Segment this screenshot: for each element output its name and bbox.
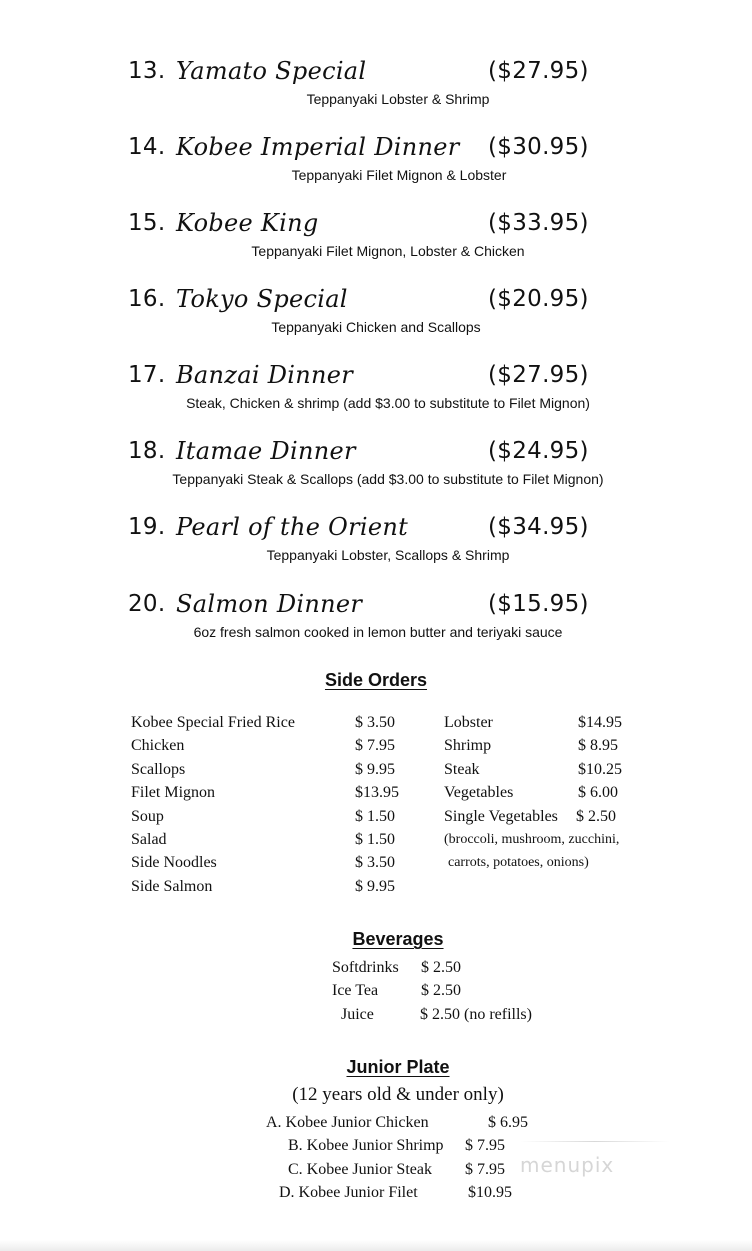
entree-name: Salmon Dinner <box>176 590 363 618</box>
side-item-name: Vegetables <box>444 784 514 802</box>
entree-price: ($24.95) <box>488 438 589 464</box>
side-item-name: Side Salmon <box>131 877 213 895</box>
junior-item-label: D. Kobee Junior Filet <box>279 1184 418 1202</box>
entree-price: ($34.95) <box>488 514 589 540</box>
entree-price: ($20.95) <box>488 286 589 312</box>
vegetables-note-line-2: carrots, potatoes, onions) <box>448 855 589 871</box>
entree-number: 14. <box>128 134 166 160</box>
junior-item-price: $ 7.95 <box>465 1160 505 1178</box>
side-item-price: $ 3.50 <box>355 714 395 731</box>
entree-name: Banzai Dinner <box>176 361 354 389</box>
beverage-name: Juice <box>341 1005 374 1023</box>
side-orders-left-names <box>131 711 295 898</box>
entree-name: Yamato Special <box>176 57 367 85</box>
entree-name: Kobee King <box>176 209 319 237</box>
beverage-name: Ice Tea <box>332 982 379 1000</box>
junior-item-label: A. Kobee Junior Chicken <box>266 1114 429 1131</box>
entree-name: Pearl of the Orient <box>176 513 409 541</box>
entree-price: ($15.95) <box>488 591 589 617</box>
beverage-price: $ 2.50 <box>421 959 461 976</box>
entree-number: 17. <box>128 362 166 388</box>
watermark-divider <box>520 1141 670 1142</box>
side-item-name: Single Vegetables <box>444 807 558 825</box>
side-item-name: Shrimp <box>444 737 492 755</box>
side-item-name: Chicken <box>131 737 185 755</box>
vegetables-note-line-1: (broccoli, mushroom, zucchini, <box>444 831 620 847</box>
beverage-price: $ 2.50 <box>421 982 461 1000</box>
entree-description: Teppanyaki Chicken and Scallops <box>271 319 481 335</box>
side-item-price: $ 1.50 <box>355 807 395 825</box>
side-item-name: Kobee Special Fried Rice <box>131 714 295 731</box>
entree-number: 16. <box>128 286 166 312</box>
side-item-price: $10.25 <box>578 760 622 778</box>
entree-number: 13. <box>128 58 166 84</box>
junior-item-price: $ 7.95 <box>465 1137 505 1155</box>
side-item-price: $ 6.00 <box>578 784 618 802</box>
entree-description: Teppanyaki Filet Mignon, Lobster & Chicken <box>251 243 525 259</box>
entree-name: Tokyo Special <box>176 285 348 313</box>
entree-description: Teppanyaki Lobster & Shrimp <box>306 91 490 107</box>
side-item-name: Lobster <box>444 714 493 731</box>
single-vegetables-price-col <box>576 805 616 828</box>
side-item-name: Soup <box>131 807 164 825</box>
side-item-price: $ 3.50 <box>355 854 395 872</box>
menupix-watermark: menupix <box>520 1153 615 1177</box>
entree-description: Teppanyaki Filet Mignon & Lobster <box>291 167 507 183</box>
entree-description: 6oz fresh salmon cooked in lemon butter and teriyaki sauce <box>193 624 563 640</box>
side-orders-left-prices <box>355 711 399 898</box>
side-item-price: $ 8.95 <box>578 737 618 755</box>
junior-item-price: $10.95 <box>468 1184 512 1202</box>
side-item-price: $ 2.50 <box>576 807 616 825</box>
entree-description: Teppanyaki Lobster, Scallops & Shrimp <box>266 547 510 563</box>
side-item-name: Side Noodles <box>131 854 217 872</box>
entree-number: 18. <box>128 438 166 464</box>
junior-plate-heading: Junior Plate <box>346 1057 450 1077</box>
entree-price: ($30.95) <box>488 134 589 160</box>
side-item-price: $ 7.95 <box>355 737 395 755</box>
entree-description: Steak, Chicken & shrimp (add $3.00 to substitute to Filet Mignon) <box>186 395 590 411</box>
junior-item-label: B. Kobee Junior Shrimp <box>288 1137 444 1155</box>
beverages-heading: Beverages <box>352 929 444 949</box>
entree-name: Itamae Dinner <box>176 437 356 465</box>
entree-price: ($27.95) <box>488 362 589 388</box>
side-item-price: $ 1.50 <box>355 830 395 848</box>
entree-number: 20. <box>128 591 166 617</box>
entree-number: 19. <box>128 514 166 540</box>
side-item-name: Salad <box>131 830 167 848</box>
side-item-name: Scallops <box>131 760 186 778</box>
side-item-name: Steak <box>444 760 480 778</box>
side-item-name: Filet Mignon <box>131 784 216 802</box>
beverage-name: Softdrinks <box>332 959 399 976</box>
page-bottom-edge <box>0 1240 752 1251</box>
beverage-price: $ 2.50 (no refills) <box>420 1005 532 1023</box>
entree-number: 15. <box>128 210 166 236</box>
junior-item-price: $ 6.95 <box>488 1114 528 1131</box>
entree-description: Teppanyaki Steak & Scallops (add $3.00 to substitute to Filet Mignon) <box>172 471 604 487</box>
side-item-price: $ 9.95 <box>355 877 395 895</box>
entree-price: ($33.95) <box>488 210 589 236</box>
entree-price: ($27.95) <box>488 58 589 84</box>
side-item-price: $14.95 <box>578 714 622 731</box>
junior-item-label: C. Kobee Junior Steak <box>288 1160 432 1178</box>
side-orders-right-prices <box>578 711 622 805</box>
side-orders-heading: Side Orders <box>324 670 428 690</box>
junior-plate-note: (12 years old & under only) <box>292 1084 504 1105</box>
side-item-price: $13.95 <box>355 784 399 802</box>
side-item-price: $ 9.95 <box>355 760 395 778</box>
entree-name: Kobee Imperial Dinner <box>176 133 460 161</box>
